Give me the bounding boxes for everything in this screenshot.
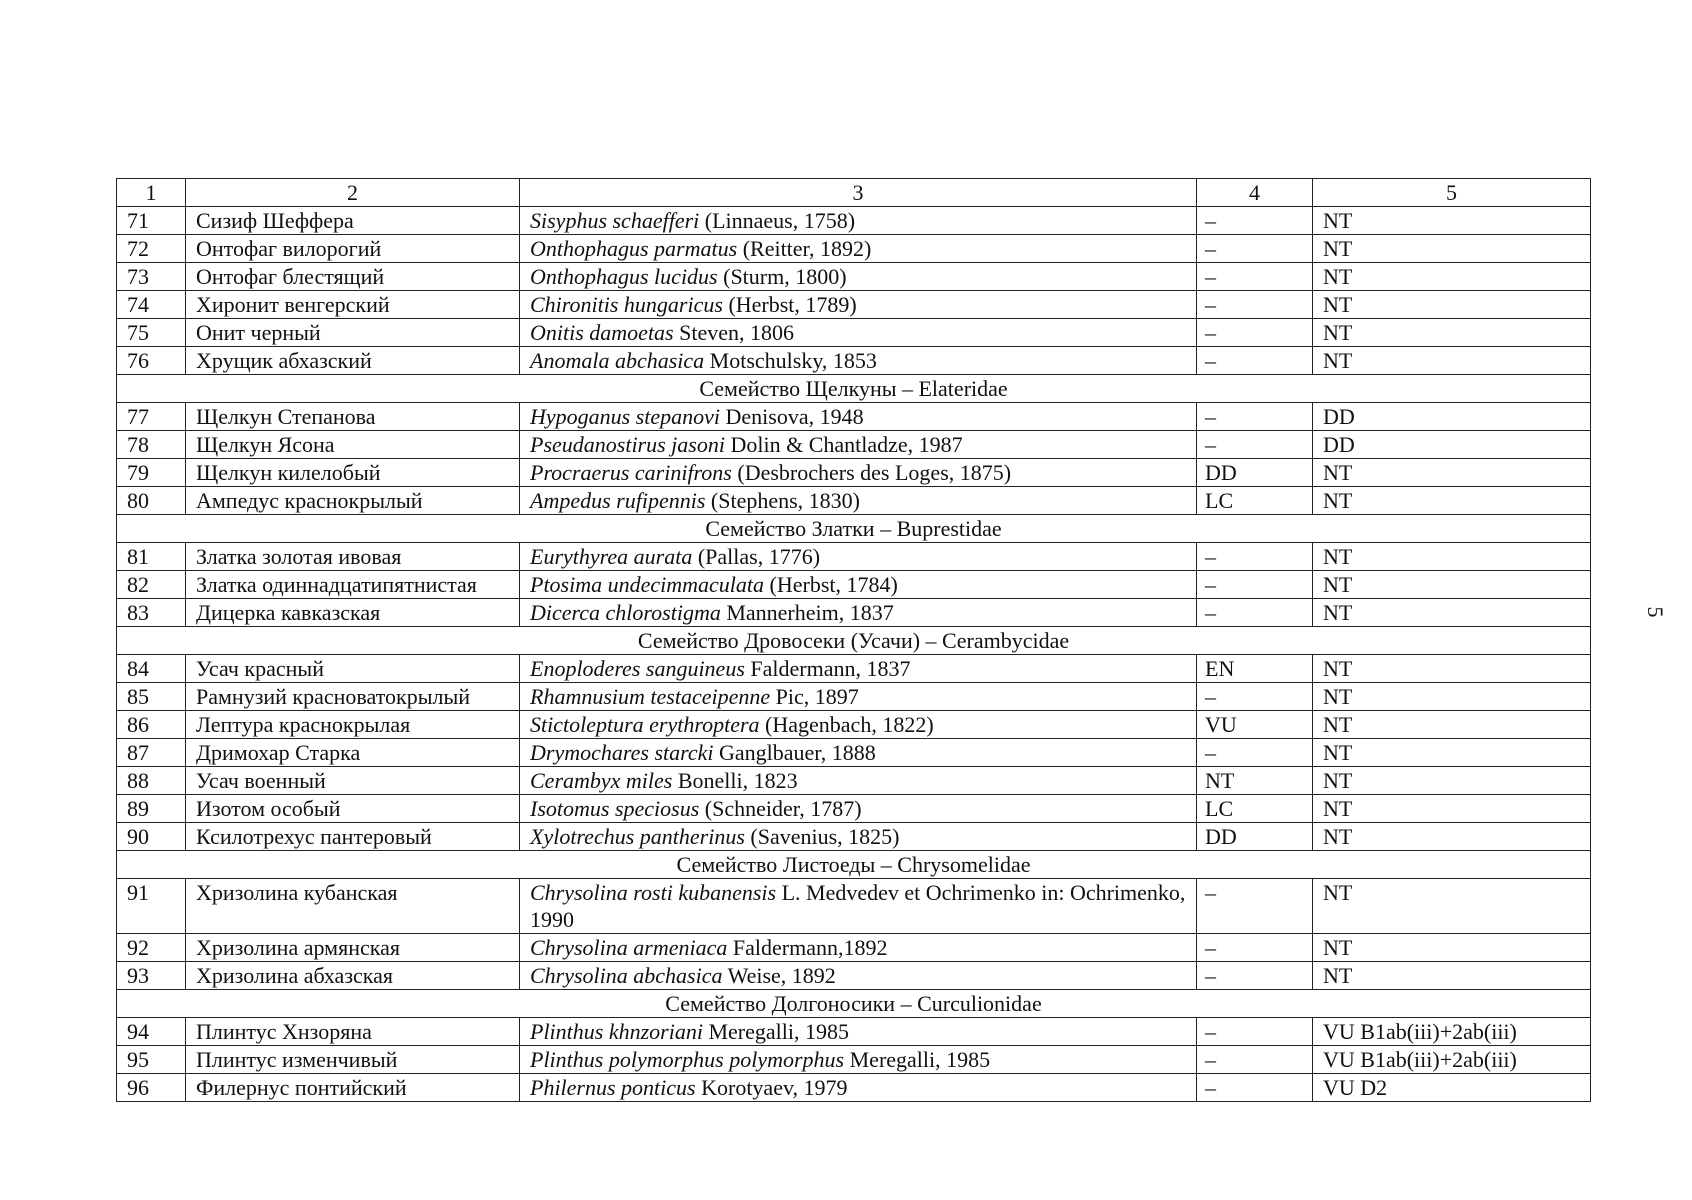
row-number: 90 bbox=[117, 823, 186, 851]
latin-name bbox=[520, 431, 1197, 459]
latin-species: Rhamnusium testaceipenne bbox=[530, 684, 771, 709]
latin-species: Chironitis hungaricus bbox=[530, 292, 723, 317]
status-col-4: – bbox=[1197, 879, 1313, 934]
latin-author: (Reitter, 1892) bbox=[737, 236, 872, 261]
latin-author: Mannerheim, 1837 bbox=[720, 600, 894, 625]
header-cell-3: 3 bbox=[520, 179, 1197, 207]
latin-author: (Stephens, 1830) bbox=[705, 488, 860, 513]
species-table bbox=[116, 178, 1591, 1102]
latin-species: Cerambyx miles bbox=[530, 768, 673, 793]
russian-name: Хрущик абхазский bbox=[186, 347, 520, 375]
status-col-5: NT bbox=[1313, 767, 1591, 795]
row-number: 86 bbox=[117, 711, 186, 739]
status-col-4: – bbox=[1197, 962, 1313, 990]
status-col-5: NT bbox=[1313, 319, 1591, 347]
latin-author: (Savenius, 1825) bbox=[744, 824, 900, 849]
latin-author: (Linnaeus, 1758) bbox=[699, 208, 856, 233]
russian-name: Дицерка кавказская bbox=[186, 599, 520, 627]
latin-author: Dolin & Chantladze, 1987 bbox=[724, 432, 963, 457]
latin-name bbox=[520, 347, 1197, 375]
table-row bbox=[117, 291, 1591, 319]
latin-name bbox=[520, 571, 1197, 599]
latin-name bbox=[520, 403, 1197, 431]
header-cell-5: 5 bbox=[1313, 179, 1591, 207]
latin-author: Bonelli, 1823 bbox=[672, 768, 798, 793]
latin-species: Xylotrechus pantherinus bbox=[530, 824, 745, 849]
latin-name bbox=[520, 1046, 1197, 1074]
family-heading-row bbox=[117, 990, 1591, 1018]
latin-species: Drymochares starcki bbox=[530, 740, 714, 765]
header-cell-2: 2 bbox=[186, 179, 520, 207]
status-col-4: – bbox=[1197, 291, 1313, 319]
species-table-body bbox=[117, 179, 1591, 1102]
family-heading-row bbox=[117, 375, 1591, 403]
row-number: 75 bbox=[117, 319, 186, 347]
russian-name: Изотом особый bbox=[186, 795, 520, 823]
row-number: 80 bbox=[117, 487, 186, 515]
status-col-5: NT bbox=[1313, 207, 1591, 235]
row-number: 71 bbox=[117, 207, 186, 235]
latin-species: Onitis damoetas bbox=[530, 320, 674, 345]
row-number: 84 bbox=[117, 655, 186, 683]
header-row bbox=[117, 179, 1591, 207]
russian-name: Хризолина армянская bbox=[186, 934, 520, 962]
table-row bbox=[117, 683, 1591, 711]
status-col-4: – bbox=[1197, 263, 1313, 291]
status-col-4: – bbox=[1197, 683, 1313, 711]
row-number: 72 bbox=[117, 235, 186, 263]
status-col-4: EN bbox=[1197, 655, 1313, 683]
row-number: 87 bbox=[117, 739, 186, 767]
latin-author: Motschulsky, 1853 bbox=[704, 348, 877, 373]
row-number: 88 bbox=[117, 767, 186, 795]
table-row bbox=[117, 962, 1591, 990]
latin-name bbox=[520, 739, 1197, 767]
status-col-5: NT bbox=[1313, 487, 1591, 515]
latin-name bbox=[520, 543, 1197, 571]
status-col-4: – bbox=[1197, 207, 1313, 235]
row-number: 93 bbox=[117, 962, 186, 990]
status-col-5: NT bbox=[1313, 263, 1591, 291]
russian-name: Онит черный bbox=[186, 319, 520, 347]
table-row bbox=[117, 431, 1591, 459]
latin-author: Korotyaev, 1979 bbox=[695, 1075, 848, 1100]
latin-species: Plinthus khnzoriani bbox=[530, 1019, 703, 1044]
status-col-5: NT bbox=[1313, 235, 1591, 263]
status-col-4: DD bbox=[1197, 459, 1313, 487]
table-row bbox=[117, 739, 1591, 767]
latin-author: L. Medvedev et Ochrimenko in: Ochrimenko, 1990 bbox=[530, 880, 1186, 932]
status-col-4: – bbox=[1197, 599, 1313, 627]
row-number: 81 bbox=[117, 543, 186, 571]
russian-name: Златка одиннадцатипятнистая bbox=[186, 571, 520, 599]
latin-name bbox=[520, 319, 1197, 347]
family-heading: Семейство Дровосеки (Усачи) – Cerambycidae bbox=[117, 627, 1591, 655]
table-row bbox=[117, 711, 1591, 739]
russian-name: Усач красный bbox=[186, 655, 520, 683]
latin-species: Pseudanostirus jasoni bbox=[530, 432, 725, 457]
latin-species: Anomala abchasica bbox=[530, 348, 705, 373]
status-col-5: DD bbox=[1313, 403, 1591, 431]
status-col-5: NT bbox=[1313, 795, 1591, 823]
latin-author: (Sturm, 1800) bbox=[717, 264, 847, 289]
latin-author: Weise, 1892 bbox=[722, 963, 836, 988]
status-col-5: NT bbox=[1313, 879, 1591, 934]
latin-species: Ptosima undecimmaculata bbox=[530, 572, 765, 597]
row-number: 77 bbox=[117, 403, 186, 431]
table-row bbox=[117, 1046, 1591, 1074]
status-col-5: NT bbox=[1313, 655, 1591, 683]
status-col-5: NT bbox=[1313, 683, 1591, 711]
russian-name: Сизиф Шеффера bbox=[186, 207, 520, 235]
table-row bbox=[117, 487, 1591, 515]
latin-name bbox=[520, 1018, 1197, 1046]
latin-author: Denisova, 1948 bbox=[720, 404, 864, 429]
table-row bbox=[117, 319, 1591, 347]
latin-author: Steven, 1806 bbox=[673, 320, 795, 345]
status-col-4: – bbox=[1197, 571, 1313, 599]
latin-name bbox=[520, 683, 1197, 711]
russian-name: Дримохар Старка bbox=[186, 739, 520, 767]
russian-name: Ампедус краснокрылый bbox=[186, 487, 520, 515]
latin-species: Hypoganus stepanovi bbox=[530, 404, 721, 429]
russian-name: Ксилотрехус пантеровый bbox=[186, 823, 520, 851]
status-col-5: NT bbox=[1313, 711, 1591, 739]
latin-author: Meregalli, 1985 bbox=[844, 1047, 991, 1072]
latin-name bbox=[520, 879, 1197, 934]
status-col-4: – bbox=[1197, 1018, 1313, 1046]
latin-author: Faldermann, 1837 bbox=[744, 656, 911, 681]
row-number: 83 bbox=[117, 599, 186, 627]
russian-name: Щелкун Ясона bbox=[186, 431, 520, 459]
status-col-4: – bbox=[1197, 319, 1313, 347]
russian-name: Онтофаг вилорогий bbox=[186, 235, 520, 263]
latin-name bbox=[520, 487, 1197, 515]
latin-species: Enoploderes sanguineus bbox=[530, 656, 745, 681]
row-number: 95 bbox=[117, 1046, 186, 1074]
status-col-5: NT bbox=[1313, 347, 1591, 375]
status-col-5: NT bbox=[1313, 459, 1591, 487]
status-col-4: LC bbox=[1197, 795, 1313, 823]
latin-author: (Herbst, 1789) bbox=[722, 292, 857, 317]
latin-name bbox=[520, 459, 1197, 487]
status-col-4: – bbox=[1197, 543, 1313, 571]
russian-name: Рамнузий красноватокрылый bbox=[186, 683, 520, 711]
table-row bbox=[117, 207, 1591, 235]
family-heading: Семейство Златки – Buprestidae bbox=[117, 515, 1591, 543]
table-row bbox=[117, 347, 1591, 375]
status-col-4: – bbox=[1197, 1046, 1313, 1074]
russian-name: Плинтус изменчивый bbox=[186, 1046, 520, 1074]
table-row bbox=[117, 1018, 1591, 1046]
row-number: 73 bbox=[117, 263, 186, 291]
latin-author: (Desbrochers des Loges, 1875) bbox=[731, 460, 1012, 485]
family-heading: Семейство Долгоносики – Curculionidae bbox=[117, 990, 1591, 1018]
status-col-4: VU bbox=[1197, 711, 1313, 739]
latin-author: (Herbst, 1784) bbox=[764, 572, 898, 597]
latin-name bbox=[520, 962, 1197, 990]
latin-author: Ganglbauer, 1888 bbox=[713, 740, 876, 765]
latin-species: Sisyphus schaefferi bbox=[530, 208, 700, 233]
status-col-5: NT bbox=[1313, 962, 1591, 990]
row-number: 76 bbox=[117, 347, 186, 375]
latin-name bbox=[520, 235, 1197, 263]
latin-species: Isotomus speciosus bbox=[530, 796, 700, 821]
latin-species: Chrysolina rosti kubanensis bbox=[530, 880, 777, 905]
row-number: 89 bbox=[117, 795, 186, 823]
status-col-5: NT bbox=[1313, 571, 1591, 599]
latin-author: Meregalli, 1985 bbox=[702, 1019, 849, 1044]
latin-name bbox=[520, 207, 1197, 235]
latin-species: Chrysolina abchasica bbox=[530, 963, 723, 988]
row-number: 92 bbox=[117, 934, 186, 962]
latin-author: Pic, 1897 bbox=[770, 684, 859, 709]
status-col-5: VU B1ab(iii)+2ab(iii) bbox=[1313, 1018, 1591, 1046]
russian-name: Хризолина абхазская bbox=[186, 962, 520, 990]
latin-author: (Hagenbach, 1822) bbox=[759, 712, 934, 737]
status-col-4: – bbox=[1197, 739, 1313, 767]
status-col-5: VU B1ab(iii)+2ab(iii) bbox=[1313, 1046, 1591, 1074]
status-col-4: – bbox=[1197, 431, 1313, 459]
header-cell-4: 4 bbox=[1197, 179, 1313, 207]
row-number: 85 bbox=[117, 683, 186, 711]
row-number: 96 bbox=[117, 1074, 186, 1102]
latin-species: Plinthus polymorphus polymorphus bbox=[530, 1047, 845, 1072]
table-row bbox=[117, 823, 1591, 851]
latin-name bbox=[520, 263, 1197, 291]
status-col-5: NT bbox=[1313, 739, 1591, 767]
latin-author: Faldermann,1892 bbox=[727, 935, 888, 960]
russian-name: Усач военный bbox=[186, 767, 520, 795]
status-col-4: – bbox=[1197, 347, 1313, 375]
family-heading-row bbox=[117, 851, 1591, 879]
latin-name bbox=[520, 711, 1197, 739]
russian-name: Онтофаг блестящий bbox=[186, 263, 520, 291]
latin-name bbox=[520, 1074, 1197, 1102]
status-col-5: VU D2 bbox=[1313, 1074, 1591, 1102]
latin-species: Procraerus carinifrons bbox=[530, 460, 732, 485]
latin-species: Ampedus rufipennis bbox=[530, 488, 706, 513]
family-heading: Семейство Листоеды – Chrysomelidae bbox=[117, 851, 1591, 879]
header-cell-1: 1 bbox=[117, 179, 186, 207]
latin-name bbox=[520, 655, 1197, 683]
latin-author: (Pallas, 1776) bbox=[692, 544, 821, 569]
table-row bbox=[117, 795, 1591, 823]
row-number: 94 bbox=[117, 1018, 186, 1046]
latin-name bbox=[520, 934, 1197, 962]
row-number: 74 bbox=[117, 291, 186, 319]
family-heading: Семейство Щелкуны – Elateridae bbox=[117, 375, 1591, 403]
status-col-4: – bbox=[1197, 403, 1313, 431]
russian-name: Щелкун Степанова bbox=[186, 403, 520, 431]
latin-species: Philernus ponticus bbox=[530, 1075, 696, 1100]
row-number: 79 bbox=[117, 459, 186, 487]
russian-name: Хиронит венгерский bbox=[186, 291, 520, 319]
family-heading-row bbox=[117, 515, 1591, 543]
status-col-4: DD bbox=[1197, 823, 1313, 851]
status-col-4: LC bbox=[1197, 487, 1313, 515]
latin-name bbox=[520, 599, 1197, 627]
table-row bbox=[117, 571, 1591, 599]
russian-name: Златка золотая ивовая bbox=[186, 543, 520, 571]
latin-name bbox=[520, 767, 1197, 795]
table-row bbox=[117, 459, 1591, 487]
latin-species: Stictoleptura erythroptera bbox=[530, 712, 760, 737]
latin-species: Onthophagus parmatus bbox=[530, 236, 738, 261]
latin-species: Onthophagus lucidus bbox=[530, 264, 718, 289]
russian-name: Щелкун килелобый bbox=[186, 459, 520, 487]
row-number: 82 bbox=[117, 571, 186, 599]
status-col-4: – bbox=[1197, 934, 1313, 962]
table-row bbox=[117, 1074, 1591, 1102]
latin-name bbox=[520, 823, 1197, 851]
status-col-5: DD bbox=[1313, 431, 1591, 459]
russian-name: Хризолина кубанская bbox=[186, 879, 520, 934]
latin-author: (Schneider, 1787) bbox=[699, 796, 862, 821]
latin-species: Chrysolina armeniaca bbox=[530, 935, 728, 960]
table-row bbox=[117, 235, 1591, 263]
russian-name: Плинтус Хнзоряна bbox=[186, 1018, 520, 1046]
status-col-5: NT bbox=[1313, 823, 1591, 851]
table-row bbox=[117, 879, 1591, 934]
latin-name bbox=[520, 795, 1197, 823]
table-row bbox=[117, 767, 1591, 795]
table-row bbox=[117, 543, 1591, 571]
status-col-4: NT bbox=[1197, 767, 1313, 795]
table-row bbox=[117, 934, 1591, 962]
table-row bbox=[117, 263, 1591, 291]
status-col-4: – bbox=[1197, 1074, 1313, 1102]
status-col-4: – bbox=[1197, 235, 1313, 263]
latin-species: Eurythyrea aurata bbox=[530, 544, 693, 569]
table-row bbox=[117, 599, 1591, 627]
latin-name bbox=[520, 291, 1197, 319]
status-col-5: NT bbox=[1313, 291, 1591, 319]
family-heading-row bbox=[117, 627, 1591, 655]
row-number: 91 bbox=[117, 879, 186, 934]
latin-species: Dicerca chlorostigma bbox=[530, 600, 721, 625]
status-col-5: NT bbox=[1313, 599, 1591, 627]
table-row bbox=[117, 655, 1591, 683]
status-col-5: NT bbox=[1313, 543, 1591, 571]
row-number: 78 bbox=[117, 431, 186, 459]
russian-name: Лептура краснокрылая bbox=[186, 711, 520, 739]
page-number: 5 bbox=[1643, 606, 1668, 618]
status-col-5: NT bbox=[1313, 934, 1591, 962]
russian-name: Филернус понтийский bbox=[186, 1074, 520, 1102]
table-row bbox=[117, 403, 1591, 431]
